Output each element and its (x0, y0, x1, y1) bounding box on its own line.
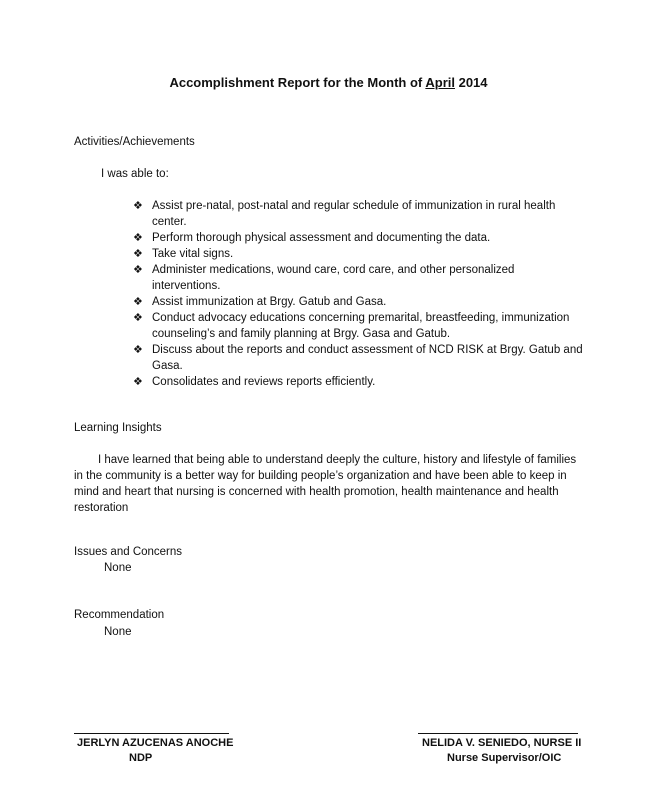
left-signatory-role: NDP (129, 752, 153, 764)
report-title (0, 75, 657, 90)
list-item (133, 230, 583, 246)
list-item (133, 198, 583, 230)
list-item-text: Assist pre-natal, post-natal and regular schedule of immunization in rural health center. (152, 200, 556, 228)
list-item (133, 246, 583, 262)
list-item (133, 342, 583, 374)
activities-heading: Activities/Achievements (74, 136, 195, 148)
diamond-bullet-icon: ❖ (133, 312, 143, 324)
activities-intro: I was able to: (101, 168, 169, 180)
list-item-text: Administer medications, wound care, cord care, and other personalized interventions. (152, 264, 515, 292)
list-item-text: Conduct advocacy educations concerning premarital, breastfeeding, immunization counseling’s and family planning at Brgy. Gasa and Gatub. (152, 312, 570, 340)
list-item-text: Assist immunization at Brgy. Gatub and Gasa. (152, 296, 387, 308)
list-item-text: Take vital signs. (152, 248, 234, 260)
right-signature-line (418, 733, 578, 734)
right-signatory-role: Nurse Supervisor/OIC (447, 752, 562, 764)
list-item (133, 374, 583, 390)
left-signatory-name: JERLYN AZUCENAS ANOCHE (77, 737, 234, 749)
list-item-text: Perform thorough physical assessment and documenting the data. (152, 232, 491, 244)
recommendation-value: None (104, 626, 132, 638)
issues-heading: Issues and Concerns (74, 546, 183, 558)
title-month: April (425, 75, 455, 90)
diamond-bullet-icon: ❖ (133, 232, 143, 244)
diamond-bullet-icon: ❖ (133, 296, 143, 308)
list-item-text: Discuss about the reports and conduct assessment of NCD RISK at Brgy. Gatub and Gasa. (152, 344, 583, 372)
recommendation-heading: Recommendation (74, 609, 165, 621)
diamond-bullet-icon: ❖ (133, 248, 143, 260)
activities-list (133, 198, 583, 390)
diamond-bullet-icon: ❖ (133, 200, 143, 212)
title-prefix: Accomplishment Report for the Month of (169, 75, 426, 90)
list-item-text: Consolidates and reviews reports efficiently. (152, 376, 376, 388)
diamond-bullet-icon: ❖ (133, 264, 143, 276)
left-signature-line (74, 733, 229, 734)
issues-value: None (104, 562, 132, 574)
title-year: 2014 (454, 75, 488, 90)
diamond-bullet-icon: ❖ (133, 376, 143, 388)
learning-heading: Learning Insights (74, 422, 162, 434)
diamond-bullet-icon: ❖ (133, 344, 143, 356)
list-item (133, 310, 583, 342)
right-signatory-name: NELIDA V. SENIEDO, NURSE II (422, 737, 582, 749)
learning-text: I have learned that being able to understand deeply the culture, history and lifestyle of families in the community is a better way for building people’s organization and have been able to keep in mind and heart that nursing is concerned with health promotion, health maintenance and health restoration (74, 454, 577, 514)
list-item (133, 262, 583, 294)
list-item (133, 294, 583, 310)
